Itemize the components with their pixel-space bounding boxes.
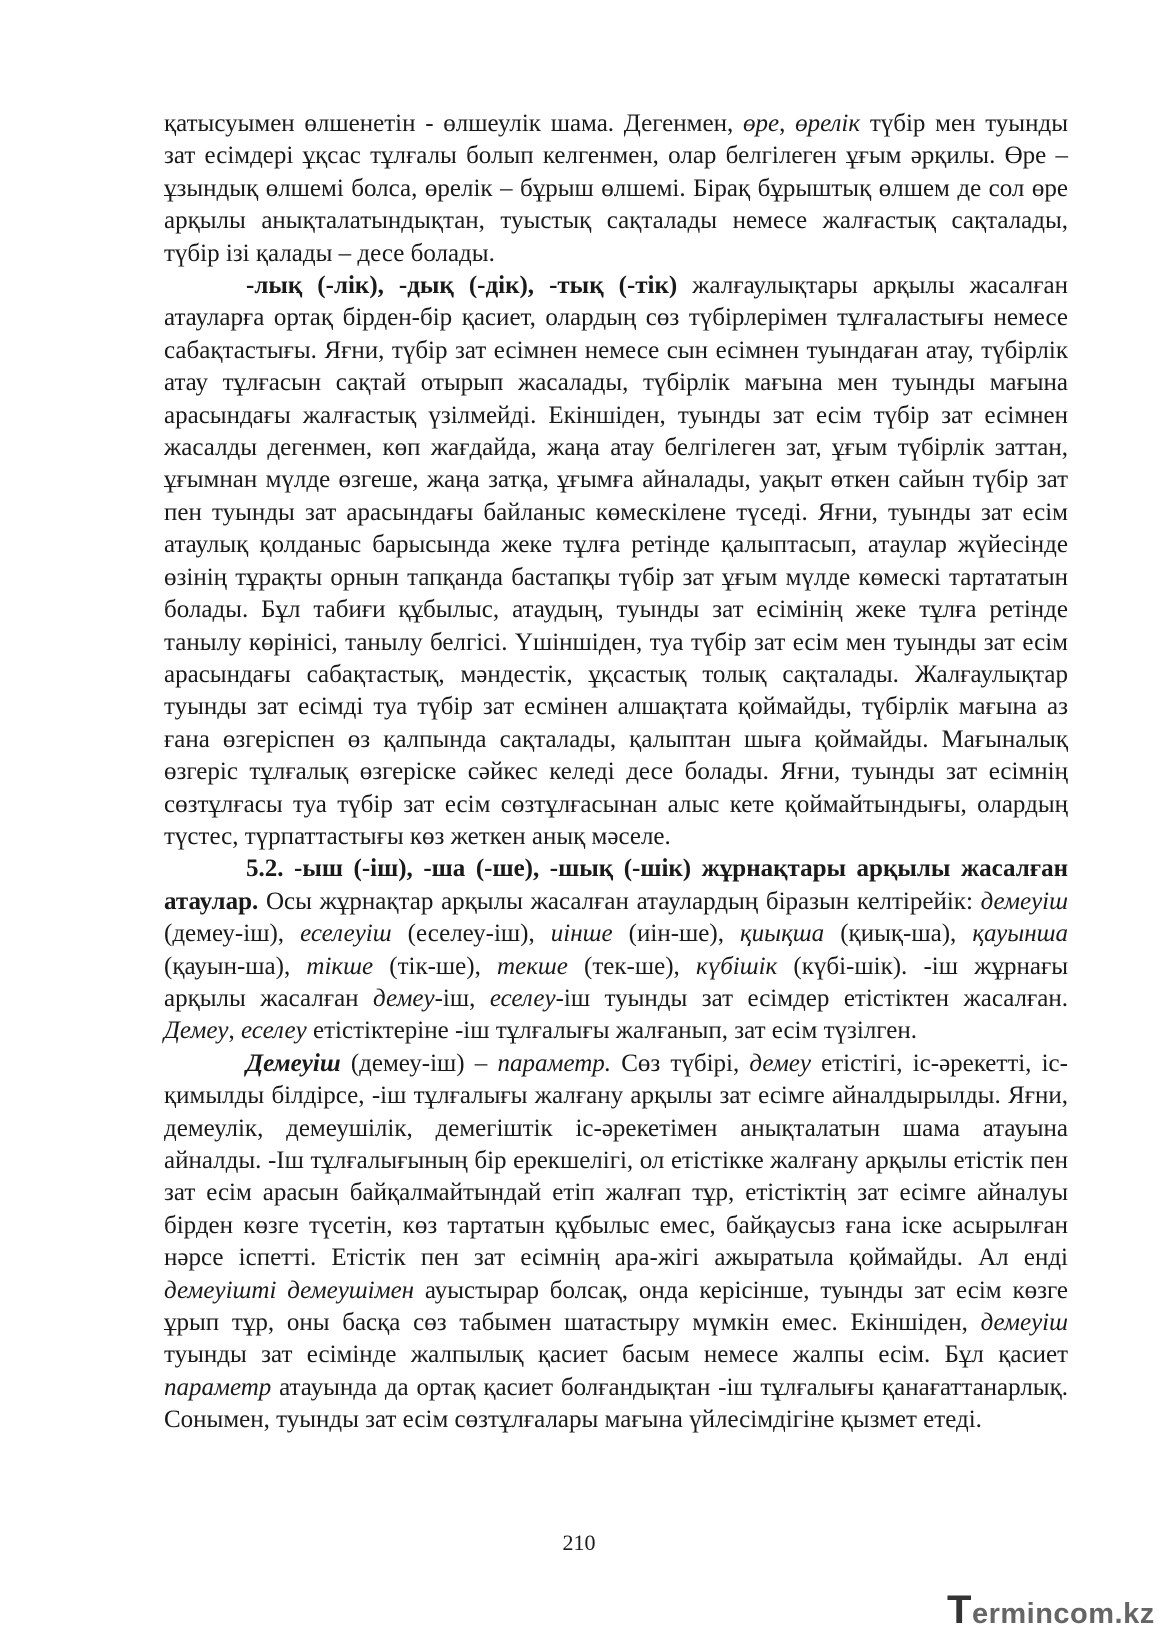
italic-term: демеу — [373, 984, 435, 1012]
text-run: (қауын-ша), — [164, 952, 307, 980]
italic-term: параметр — [164, 1373, 272, 1401]
italic-term: демеу — [749, 1049, 811, 1077]
italic-term: еселеу — [489, 984, 556, 1012]
paragraph-p2 — [164, 270, 1068, 853]
italic-term: қиықша — [739, 920, 825, 948]
text-run: (демеу-іш), — [164, 920, 301, 948]
text-run: қатысуымен өлшенетін - өлшеулік шама. Дегенмен, — [164, 110, 743, 137]
bold-run: -лық (-лік), -дық (-дік), -тық (-тік) — [246, 272, 678, 300]
text-run: (қиық-ша), — [824, 920, 973, 948]
paragraph-p1 — [164, 108, 1068, 270]
italic-term: параметр. — [497, 1049, 612, 1077]
watermark-lead-letter: T — [947, 1588, 972, 1632]
text-run: (еселеу-іш), — [391, 920, 551, 948]
text-run: (тек-ше), — [567, 952, 696, 980]
termincom-watermark-logo — [947, 1588, 1155, 1633]
italic-term: демеуішті демеушімен — [164, 1276, 415, 1304]
italic-term: еселеу — [241, 1017, 307, 1045]
paragraph-p4 — [164, 1048, 1068, 1437]
italic-term: иінше — [550, 920, 613, 948]
italic-term: демеуіш — [980, 887, 1068, 915]
text-run: (демеу-іш) – — [340, 1049, 498, 1077]
text-run: етістігі, іс-әрекетті, іс-қимылды білдірсе, -іш тұлғалығы жалғану арқылы зат есімге айналдырылды. Яғни, демеулік, демеушілік, демегіштік іс-әрекетімен анықталатын шама атауына айналды. -Іш тұлғалығының бір ерекшелігі, ол етістікке жалғану арқылы етістік пен зат есім арасын байқалмайтындай етіп жалғап тұр, етістіктің зат есімге айналуы бірден көзге түсетін, көз тартатын құбылыс емес, байқаусыз ғана іске асырылған нәрсе іспетті. Етістік пен зат есімнің ара-жігі ажыратыла қоймайды. Ал енді — [164, 1049, 1068, 1272]
text-run: жалғаулықтары арқылы жасалған атауларға ортақ бірден-бір қасиет, олардың сөз түбірлерімен тұлғаластығы немесе сабақтастығы. Яғни, түбір зат есімнен немесе сын есімнен туындаған атау, түбірлік атау тұлғасын сақтай отырып жасалады, түбірлік мағына мен туынды мағына арасындағы жалғастық үзілмейді. Екіншіден, туынды зат есім түбір зат есімнен жасалды дегенмен, көп жағдайда, жаңа атау белгілеген зат, ұғым түбірлік заттан, ұғымнан мүлде өзгеше, жаңа затқа, ұғымға айналады, уақыт өткен сайын түбір зат пен туынды зат арасындағы байланыс көмескілене түседі. Яғни, туынды зат есім атаулық қолданыс барысында жеке тұлға ретінде қалыптасып, атаулар жүйесінде өзінің тұрақты орнын тапқанда бастапқы түбір зат ұғым мүлде көмескі тартататын болады. Бұл табиғи құбылыс, атаудың, туынды зат есімінің жеке тұлға ретінде танылу көрінісі, танылу белгісі. Үшіншіден, туа түбір зат есім мен туынды зат есім арасындағы сабақтастық, мәндестік, ұқсастық толық сақталады. Жалғаулықтар туынды зат есімді туа түбір зат есмінен алшақтата қоймайды, түбірлік мағына аз ғана өзгеріспен өз қалпында сақталады, қалыптан шыға қоймайды. Мағыналық өзгеріс тұлғалық өзгеріске сәйкес келеді десе болады. Яғни, туынды зат есімнің сөзтұлғасы туа түбір зат есім сөзтұлғасынан алыс кете қоймайтындығы, олардың түстес, түрпаттастығы көз жеткен анық мәселе. — [164, 272, 1068, 850]
text-run: етістіктеріне -іш тұлғалығы жалғанып, зат есім түзілген. — [306, 1017, 917, 1045]
page-number: 210 — [562, 1530, 596, 1555]
text-run: (иін-ше), — [612, 920, 740, 948]
italic-term: өре — [742, 110, 780, 137]
text-run: Сөз түбірі, — [611, 1049, 750, 1077]
italic-term: тікше — [306, 952, 374, 980]
italic-term: күбішік — [696, 952, 778, 980]
text-run: -іш, — [434, 984, 490, 1012]
watermark-text: ermincom.kz — [971, 1598, 1155, 1630]
text-run: атауында да ортақ қасиет болғандықтан -іш тұлғалығы қанағаттанарлық. Сонымен, туынды зат есім сөзтұлғалары мағына үйлесімдігіне қызмет етеді. — [164, 1373, 1068, 1434]
italic-term: демеуіш — [980, 1309, 1068, 1337]
text-run: ауыстырар болсақ, онда керісінше, туынды зат есім көзге ұрып тұр, оны басқа сөз табымен шатастыру мүмкін емес. Екіншіден, — [164, 1276, 1068, 1337]
italic-term: текше — [497, 952, 568, 980]
italic-term: еселеуіш — [300, 920, 392, 948]
bold-run: 5.2. -ыш (-іш), -ша (-ше), -шық (-шік) жұрнақтары арқылы жасалған атаулар. — [164, 855, 1068, 915]
document-body — [164, 108, 1068, 1437]
text-run: , — [779, 110, 796, 137]
italic-term: Демеу — [164, 1017, 229, 1045]
text-run: , — [228, 1017, 242, 1045]
text-run: туынды зат есімінде жалпылық қасиет басым немесе жалпы есім. Бұл қасиет — [164, 1341, 1068, 1369]
italic-term: қауынша — [972, 920, 1068, 948]
text-run: (тік-ше), — [373, 952, 498, 980]
italic-term: өрелік — [795, 110, 861, 137]
text-run: -іш туынды зат есімдер етістіктен жасалған. — [555, 984, 1068, 1012]
bold-run: Демеуіш — [246, 1049, 341, 1077]
text-run: Осы жұрнақтар арқылы жасалған атаулардың біразын келтірейік: — [258, 887, 981, 915]
text-run: (күбі-шік). -іш жұрнағы арқылы жасалған — [164, 952, 1068, 1012]
paragraph-p3 — [164, 853, 1068, 1047]
text-run: түбір мен туынды зат есімдері ұқсас тұлғалы болып келгенмен, олар белгілеген ұғым әрқилы. Өре – ұзындық өлшемі болса, өрелік – бұрыш өлшемі. Бірақ бұрыштық өлшем де сол өре арқылы анықталатындықтан, туыстық сақталады немесе жалғастық сақталады, түбір ізі қалады – десе болады. — [164, 110, 1068, 267]
